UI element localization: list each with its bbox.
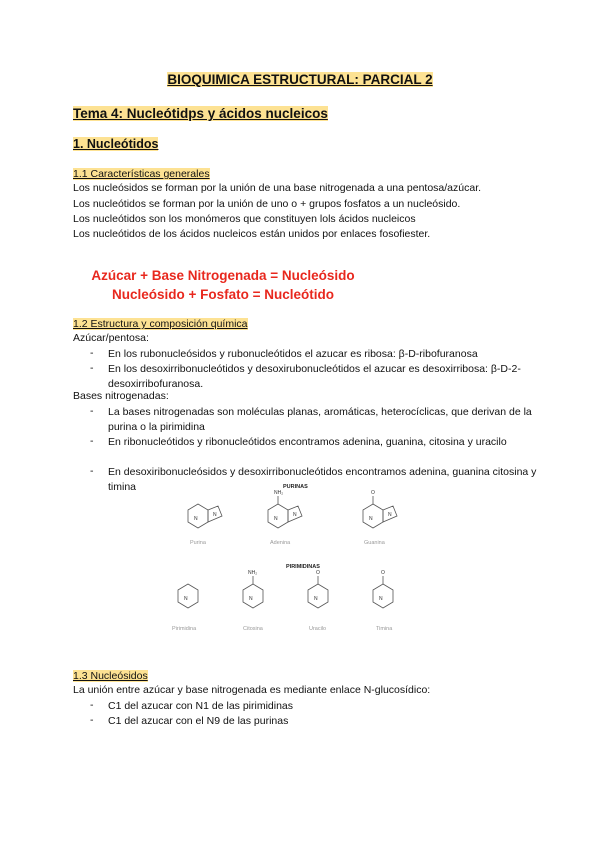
uracil-ring [308, 584, 328, 608]
svg-text:O: O [316, 570, 320, 576]
svg-text:N: N [249, 596, 253, 602]
pirimidinas-label: PIRIMIDINAS [286, 564, 320, 570]
svg-text:N: N [379, 596, 383, 602]
subsection-heading-1-2 [73, 318, 248, 330]
subsection-heading-1-1 [73, 168, 210, 180]
timina-label: Timina [376, 626, 393, 632]
purina-label: Purina [190, 540, 206, 546]
formula-line: Azúcar + Base Nitrogenada = Nucleósido [91, 268, 355, 283]
nitrogen-bases-figure [158, 480, 448, 648]
svg-text:N: N [293, 512, 297, 518]
subsection-heading-1-1-text: 1.1 Características generales [73, 168, 210, 180]
bullet-dash: - [90, 435, 94, 447]
citosina-label: Citosina [243, 626, 263, 632]
subsection-heading-1-3 [73, 670, 148, 682]
subsection-heading-1-3-text: 1.3 Nucleósidos [73, 670, 148, 682]
svg-text:N: N [388, 512, 392, 518]
formula-line: Nucleósido + Fosfato = Nucleótido [111, 287, 335, 302]
svg-text:O: O [371, 490, 375, 496]
cytosine-ring [243, 584, 263, 608]
pyrimidine-ring [178, 584, 198, 608]
list-item: La bases nitrogenadas son moléculas planas, aromáticas, heterocíclicas, que derivan de la purina o la pirimidina [108, 406, 532, 433]
paragraph-line: Los nucleótidos de los ácidos nucleicos están unidos por enlaces fosofiester. [73, 228, 431, 240]
svg-text:N: N [184, 596, 188, 602]
thymine-ring [373, 584, 393, 608]
guanine-ring [363, 504, 383, 528]
bullet-dash: - [90, 362, 94, 374]
label-azucar: Azúcar/pentosa: [73, 332, 149, 344]
bullet-dash: - [90, 465, 94, 477]
list-item: En desoxiribonucleósidos y desoxirribonucleótidos encontramos adenina, guanina citosina y timina [108, 466, 537, 493]
bullet-dash: - [90, 699, 94, 711]
svg-text:N: N [369, 516, 373, 522]
paragraph-line: Los nucleótidos se forman por la unión de uno o + grupos fosfatos a un nucleósido. [73, 198, 461, 210]
document-title [0, 72, 600, 87]
pirimidina-label: Pirimidina [172, 626, 197, 632]
svg-text:NH₂: NH₂ [274, 490, 284, 496]
bullet-dash: - [90, 714, 94, 726]
svg-text:N: N [314, 596, 318, 602]
paragraph-line: Los nucleósidos se forman por la unión de una base nitrogenada a una pentosa/azúcar. [73, 182, 482, 194]
purinas-label: PURINAS [283, 484, 308, 490]
list-item: C1 del azucar con N1 de las pirimidinas [108, 700, 294, 712]
formula-image [70, 266, 376, 312]
subsection-heading-1-2-text: 1.2 Estructura y composición química [73, 318, 248, 330]
svg-text:N: N [213, 512, 217, 518]
svg-text:N: N [274, 516, 278, 522]
purine-ring [188, 504, 208, 528]
topic-heading-text: Tema 4: Nucleótidps y ácidos nucleicos [73, 106, 328, 121]
bullet-dash: - [90, 405, 94, 417]
section-heading [73, 137, 158, 151]
document-title-text: BIOQUIMICA ESTRUCTURAL: PARCIAL 2 [167, 72, 433, 87]
list-item: C1 del azucar con el N9 de las purinas [108, 715, 289, 727]
list-item: En ribonucleótidos y ribonucleótidos encontramos adenina, guanina, citosina y uracilo [108, 436, 507, 448]
svg-text:NH₂: NH₂ [248, 570, 258, 576]
svg-text:O: O [381, 570, 385, 576]
topic-heading [73, 106, 328, 121]
uracilo-label: Uracilo [309, 626, 327, 632]
section-heading-text: 1. Nucleótidos [73, 137, 159, 151]
paragraph-line: Los nucleótidos son los monómeros que constituyen lols ácidos nucleicos [73, 213, 416, 225]
svg-text:N: N [194, 516, 198, 522]
adenine-ring [268, 504, 288, 528]
guanina-label: Guanina [364, 540, 385, 546]
paragraph-line: La unión entre azúcar y base nitrogenada es mediante enlace N-glucosídico: [73, 684, 431, 696]
label-bases: Bases nitrogenadas: [73, 390, 169, 402]
bullet-dash: - [90, 347, 94, 359]
list-item: En los rubonucleósidos y rubonucleótidos el azucar es ribosa: β-D-ribofuranosa [108, 348, 478, 360]
adenina-label: Adenina [270, 540, 291, 546]
list-item: En los desoxirribonucleótidos y desoxirubonucleótidos el azucar es desoxirribosa: β-D-2-desoxirribofuranosa. [108, 363, 521, 390]
